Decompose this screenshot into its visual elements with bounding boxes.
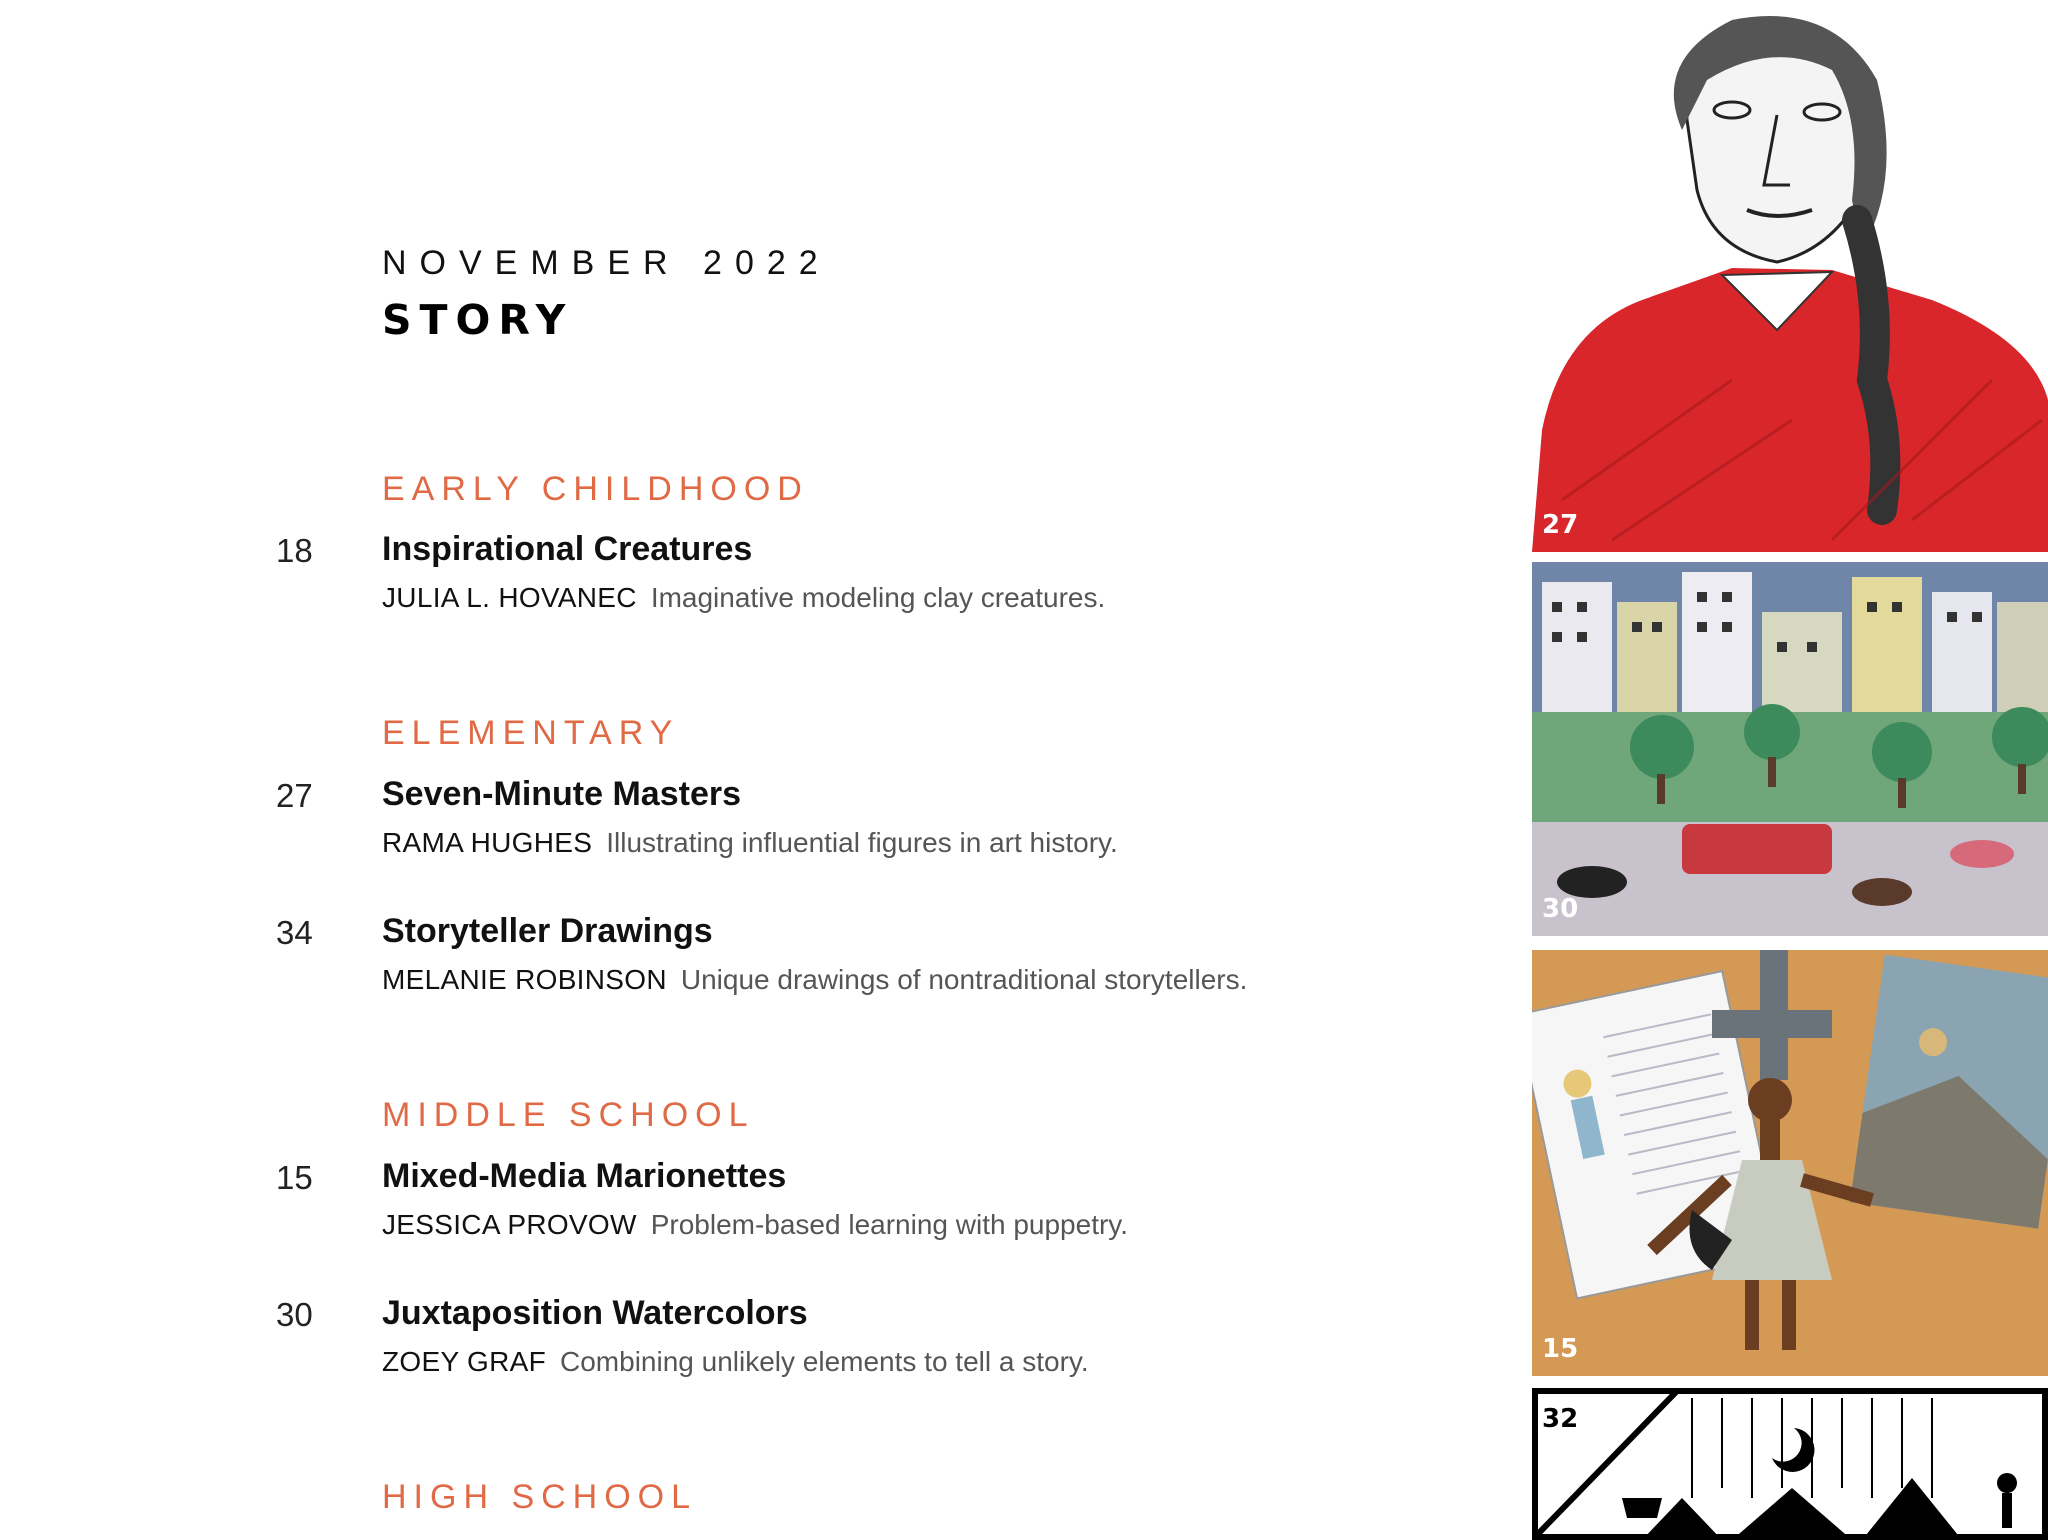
article-author: RAMA HUGHES	[382, 827, 593, 858]
article-byline	[382, 964, 1247, 996]
thumbnail-page-tag: 15	[1542, 1334, 1579, 1364]
article-page-number: 18	[276, 532, 313, 569]
article-title[interactable]: Mixed-Media Marionettes	[382, 1157, 787, 1195]
article-author: ZOEY GRAF	[382, 1346, 546, 1377]
article-byline	[382, 582, 1105, 614]
article-page-number: 27	[276, 777, 313, 814]
article-title[interactable]: Juxtaposition Watercolors	[382, 1294, 808, 1332]
article-author: MELANIE ROBINSON	[382, 964, 667, 995]
article-page-number: 30	[276, 1296, 313, 1333]
article-byline	[382, 827, 1118, 859]
thumbnail-page-tag: 27	[1542, 510, 1579, 540]
article-author: JULIA L. HOVANEC	[382, 582, 637, 613]
section-heading-high-school: HIGH SCHOOL	[382, 1478, 698, 1516]
article-title[interactable]: Inspirational Creatures	[382, 530, 753, 568]
thumbnail-portrait-drawing[interactable]	[1532, 0, 2048, 552]
article-page-number: 34	[276, 914, 313, 951]
issue-month: NOVEMBER 2022	[382, 244, 831, 282]
thumbnail-black-white-drawing[interactable]	[1532, 1388, 2048, 1540]
article-description: Illustrating influential figures in art history.	[606, 827, 1118, 858]
article-title[interactable]: Storyteller Drawings	[382, 912, 713, 950]
article-description: Unique drawings of nontraditional storytellers.	[680, 964, 1248, 995]
thumbnail-page-tag: 30	[1542, 894, 1579, 924]
article-byline	[382, 1209, 1128, 1241]
portrait-illustration	[1532, 0, 2048, 552]
section-heading-elementary: ELEMENTARY	[382, 714, 680, 752]
thumbnail-city-watercolor[interactable]	[1532, 562, 2048, 936]
section-heading-early-childhood: EARLY CHILDHOOD	[382, 470, 809, 508]
issue-title: STORY	[382, 296, 574, 344]
article-description: Imaginative modeling clay creatures.	[650, 582, 1106, 613]
article-author: JESSICA PROVOW	[382, 1209, 637, 1240]
article-byline	[382, 1346, 1089, 1378]
section-heading-middle-school: MIDDLE SCHOOL	[382, 1096, 755, 1134]
thumbnail-marionette-photo[interactable]	[1532, 950, 2048, 1376]
marionette-photo-illustration	[1532, 950, 2048, 1376]
black-white-illustration	[1532, 1388, 2048, 1540]
article-title[interactable]: Seven-Minute Masters	[382, 775, 741, 813]
thumbnail-page-tag: 32	[1542, 1404, 1579, 1434]
city-watercolor-illustration	[1532, 562, 2048, 936]
article-description: Combining unlikely elements to tell a story.	[560, 1346, 1089, 1377]
article-page-number: 15	[276, 1159, 313, 1196]
article-description: Problem-based learning with puppetry.	[650, 1209, 1129, 1240]
